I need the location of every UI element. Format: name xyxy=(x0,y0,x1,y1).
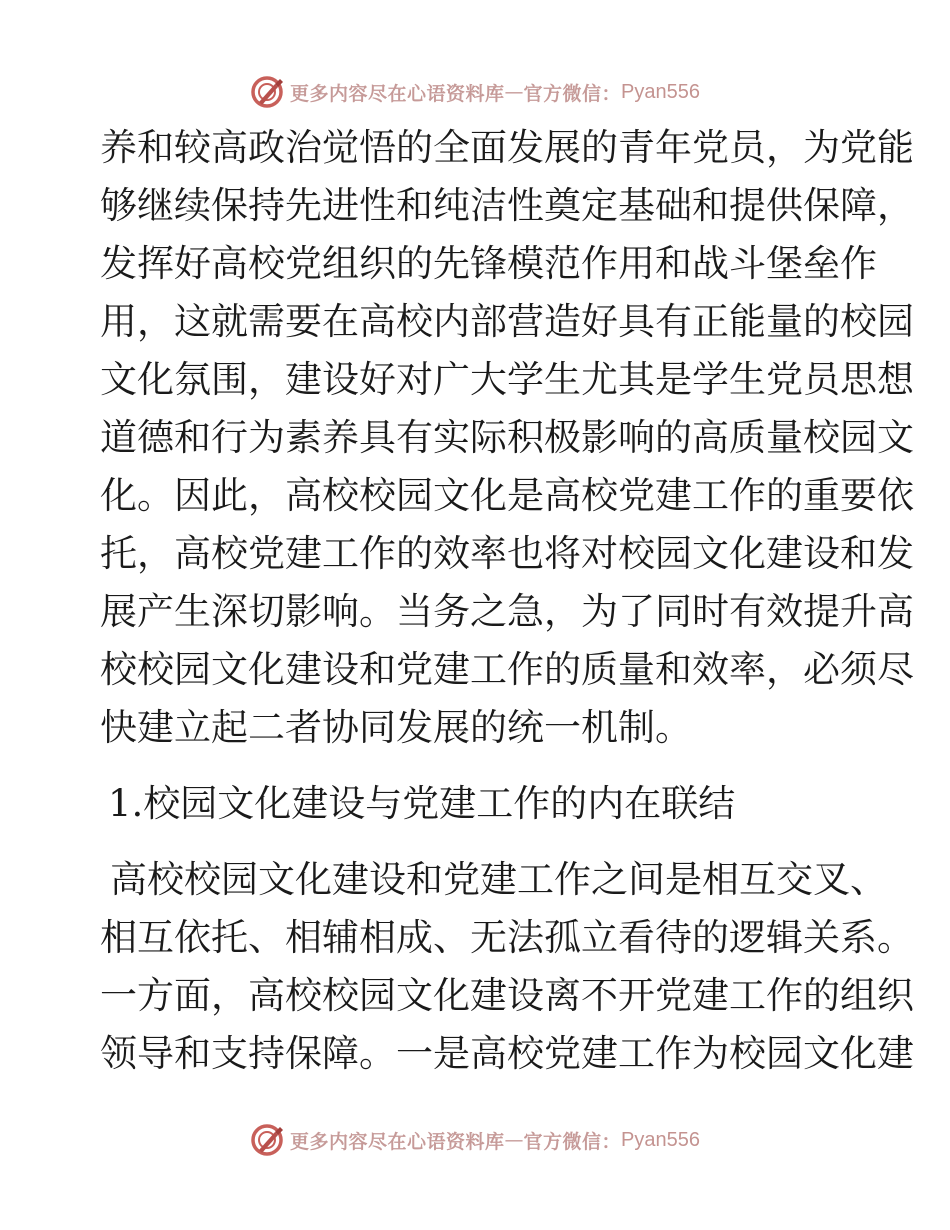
text-line: 够继续保持先进性和纯洁性奠定基础和提供保障， xyxy=(100,184,914,227)
watermark-dash: — xyxy=(504,1129,524,1151)
text-line: 高校校园文化建设和党建工作之间是相互交叉、 xyxy=(110,858,887,901)
text-line: 用，这就需要在高校内部营造好具有正能量的校园 xyxy=(100,300,914,343)
text-line: 相互依托、相辅相成、无法孤立看待的逻辑关系。 xyxy=(100,916,914,959)
watermark-wechat-id: Pyan556 xyxy=(621,1128,700,1151)
header-watermark xyxy=(0,72,950,112)
watermark-label: 官方微信： xyxy=(523,82,622,105)
watermark-label: 官方微信： xyxy=(523,1130,622,1153)
watermark-site-text: 更多内容尽在心语资料库 xyxy=(290,1130,505,1153)
text-line: 文化氛围，建设好对广大学生尤其是学生党员思想 xyxy=(100,358,914,401)
text-line: 发挥好高校党组织的先锋模范作用和战斗堡垒作 xyxy=(100,242,877,285)
text-line: 一方面，高校校园文化建设离不开党建工作的组织 xyxy=(100,974,914,1017)
text-line: 领导和支持保障。一是高校党建工作为校园文化建 xyxy=(100,1032,914,1075)
pen-logo-icon xyxy=(250,1123,284,1157)
watermark-wechat-id: Pyan556 xyxy=(621,80,700,103)
text-line: 养和较高政治觉悟的全面发展的青年党员，为党能 xyxy=(100,126,914,169)
footer-watermark xyxy=(0,1120,950,1160)
watermark-dash: — xyxy=(504,81,524,103)
text-line: 化。因此，高校校园文化是高校党建工作的重要依 xyxy=(100,474,914,517)
text-line: 校校园文化建设和党建工作的质量和效率，必须尽 xyxy=(100,648,914,691)
text-line: 快建立起二者协同发展的统一机制。 xyxy=(100,706,692,749)
text-line: 托，高校党建工作的效率也将对校园文化建设和发 xyxy=(100,532,914,575)
watermark-site-text: 更多内容尽在心语资料库 xyxy=(290,82,505,105)
text-line: 展产生深切影响。当务之急，为了同时有效提升高 xyxy=(100,590,914,633)
section-heading: 1.校园文化建设与党建工作的内在联结 xyxy=(108,782,736,825)
pen-logo-icon xyxy=(250,75,284,109)
text-line: 道德和行为素养具有实际积极影响的高质量校园文 xyxy=(100,416,914,459)
